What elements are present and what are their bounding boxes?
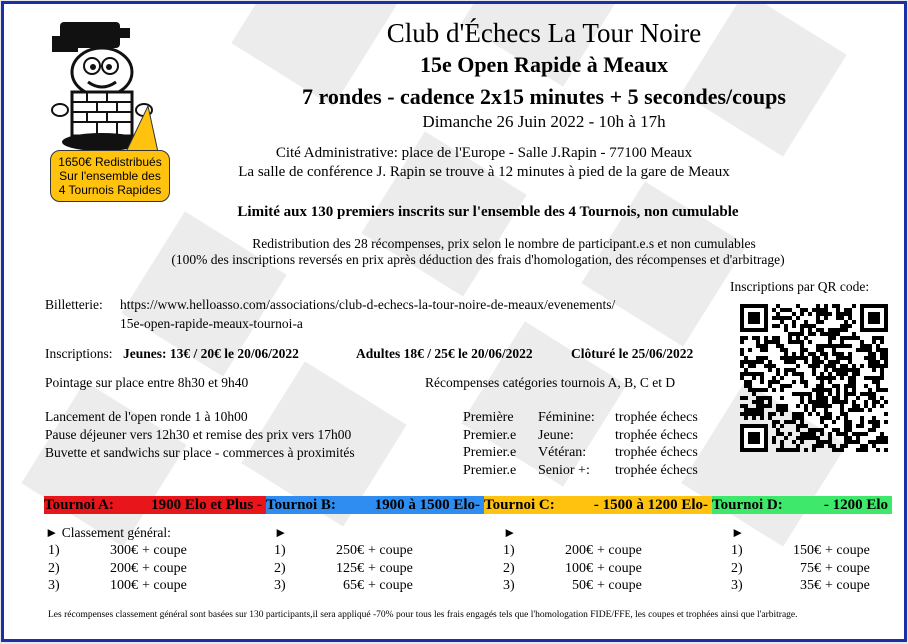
redistribution-line-2: (100% des inscriptions reversés en prix après déduction des frais d'homologation, des récompenses et d'arbitrage) xyxy=(171,252,785,267)
category-name: Jeune: xyxy=(538,427,574,443)
prize-row: 3) 50€ + coupe xyxy=(503,578,642,593)
arrow-bullet: ► xyxy=(731,525,745,540)
tournament-d-bar xyxy=(712,496,892,514)
event-date: Dimanche 26 Juin 2022 - 10h à 17h xyxy=(422,112,666,131)
category-name: Senior +: xyxy=(538,462,590,478)
tournament-b-label: Tournoi B: xyxy=(266,497,336,513)
category-ranks xyxy=(463,409,516,479)
prizes-tournament-a xyxy=(48,542,187,595)
schedule-line-1: Lancement de l'open ronde 1 à 10h00 xyxy=(45,409,248,424)
redistribution-line-1: Redistribution des 28 récompenses, prix selon le nombre de participant.e.s et non cumulables xyxy=(252,236,756,251)
category-rank: Première xyxy=(463,410,514,425)
classement-heading: ► Classement général: xyxy=(45,525,171,540)
schedule-line-3: Buvette et sandwichs sur place - commerces à proximités xyxy=(45,445,355,460)
club-name: Club d'Échecs La Tour Noire xyxy=(386,18,702,48)
badge-line-1: 1650€ Redistribués xyxy=(58,155,162,169)
tournament-a-label: Tournoi A: xyxy=(44,497,114,513)
category-rank: Premier.e xyxy=(463,462,517,478)
inscriptions-label: Inscriptions: xyxy=(45,346,113,361)
registration-limit: Limité aux 130 premiers inscrits sur l'ensemble des 4 Tournois, non cumulable xyxy=(237,204,739,220)
prize-row: 1) 150€ + coupe xyxy=(731,543,870,558)
prize-row: 2) 75€ + coupe xyxy=(731,560,870,576)
prize-row: 2) 125€ + coupe xyxy=(274,560,413,576)
badge-line-3: 4 Tournois Rapides xyxy=(58,183,162,197)
tournament-c-label: Tournoi C: xyxy=(484,497,555,513)
event-format: 7 rondes - cadence 2x15 minutes + 5 secondes/coups xyxy=(302,84,786,109)
category-name: Féminine: xyxy=(538,410,595,425)
prize-row: 3) 100€ + coupe xyxy=(48,578,187,593)
category-prize: trophée échecs xyxy=(615,462,698,478)
tournament-b-range: 1900 à 1500 Elo- xyxy=(374,497,480,513)
background-square xyxy=(21,381,186,546)
poster xyxy=(1,1,907,642)
category-prize: trophée échecs xyxy=(615,427,698,443)
prize-row: 2) 200€ + coupe xyxy=(48,560,187,576)
inscriptions-adultes: Adultes 18€ / 25€ le 20/06/2022 xyxy=(356,346,533,361)
category-rank: Premier.e xyxy=(463,445,517,460)
category-prize: trophée échecs xyxy=(615,445,698,460)
category-prizes xyxy=(615,409,698,479)
arrow-bullet: ► xyxy=(274,525,288,540)
prize-row: 1) 200€ + coupe xyxy=(503,543,642,558)
category-rewards-title: Récompenses catégories tournois A, B, C et D xyxy=(425,375,676,390)
prize-row: 3) 65€ + coupe xyxy=(274,578,413,593)
tournament-d-label: Tournoi D: xyxy=(712,497,783,513)
venue-address: Cité Administrative: place de l'Europe - Salle J.Rapin - 77100 Meaux xyxy=(275,145,693,161)
billetterie-url-line-1[interactable]: https://www.helloasso.com/associations/club-d-echecs-la-tour-noire-de-meaux/evenements/ xyxy=(120,297,616,312)
tournament-b-bar xyxy=(266,496,484,514)
prize-row: 1) 250€ + coupe xyxy=(274,543,413,558)
badge-line-2: Sur l'ensemble des xyxy=(59,169,161,183)
billetterie-label: Billetterie: xyxy=(45,297,103,312)
billetterie-url-line-2[interactable]: 15e-open-rapide-meaux-tournoi-a xyxy=(120,316,303,331)
tournament-a-bar xyxy=(44,496,266,514)
inscriptions-cloture: Clôturé le 25/06/2022 xyxy=(571,346,694,361)
category-rank: Premier.e xyxy=(463,427,517,443)
category-name: Vétéran: xyxy=(538,445,587,460)
arrow-bullet: ► xyxy=(503,525,517,540)
prize-row: 1) 300€ + coupe xyxy=(48,543,187,558)
category-prize: trophée échecs xyxy=(615,410,698,425)
tournament-a-range: 1900 Elo et Plus - xyxy=(151,497,262,513)
category-names xyxy=(538,409,595,479)
inscriptions-jeunes: Jeunes: 13€ / 20€ le 20/06/2022 xyxy=(123,346,299,361)
prizes-tournament-d xyxy=(731,542,870,595)
prizes-tournament-c xyxy=(503,542,642,595)
schedule-line-2: Pause déjeuner vers 12h30 et remise des prix vers 17h00 xyxy=(45,427,352,442)
footer-note: Les récompenses classement général sont basées sur 130 participants,il sera appliqué -70% pour tous les frais engagés tels que l'homologation FIDE/FFE, les coupes et trophées ainsi que l'arbitrage. xyxy=(48,610,798,620)
qr-label: Inscriptions par QR code: xyxy=(730,279,870,294)
tournament-c-range: - 1500 à 1200 Elo- xyxy=(593,497,708,513)
classement-label: Classement général: xyxy=(61,525,171,540)
venue-note: La salle de conférence J. Rapin se trouve à 12 minutes à pied de la gare de Meaux xyxy=(238,164,730,180)
prize-row: 3) 35€ + coupe xyxy=(731,578,870,593)
prizes-tournament-b xyxy=(274,542,413,595)
tournament-c-bar xyxy=(484,496,712,514)
qr-code[interactable] xyxy=(740,302,888,454)
pointage-info: Pointage sur place entre 8h30 et 9h40 xyxy=(45,375,249,390)
prize-row: 2) 100€ + coupe xyxy=(503,560,642,576)
tournament-d-range: - 1200 Elo xyxy=(823,497,888,513)
event-name: 15e Open Rapide à Meaux xyxy=(419,52,669,77)
